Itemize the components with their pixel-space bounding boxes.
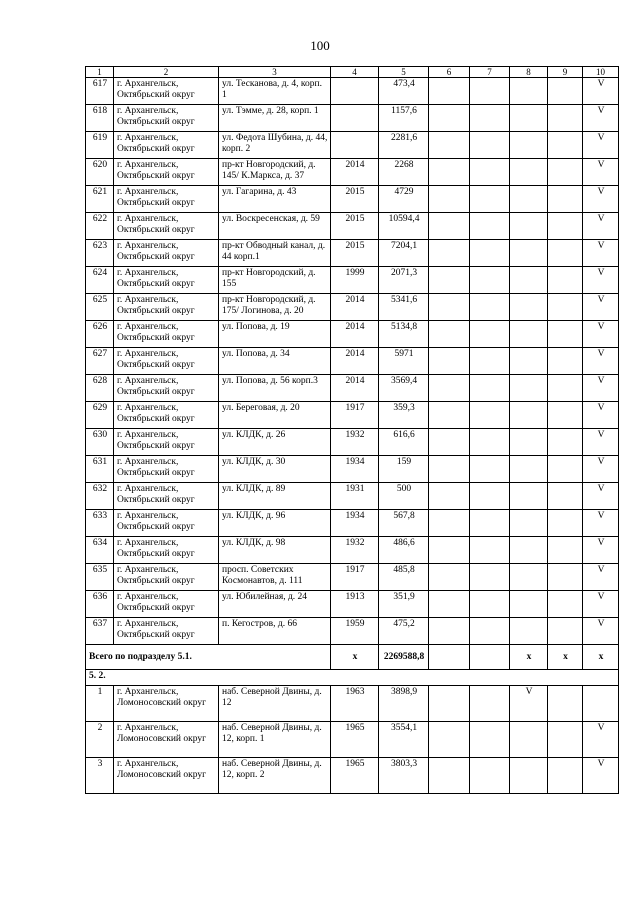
col8-mark [510,618,548,645]
location-cell: г. Архангельск, Октябрьский округ [114,456,219,483]
col9-mark [548,722,583,758]
location-cell: г. Архангельск, Октябрьский округ [114,591,219,618]
area-cell: 5341,6 [379,294,429,321]
table-row [86,105,619,132]
area-cell: 485,8 [379,564,429,591]
location-cell: г. Архангельск, Октябрьский округ [114,402,219,429]
col8-mark [510,429,548,456]
col9-mark [548,591,583,618]
row-number: 628 [86,375,114,402]
year-cell: 2015 [331,240,379,267]
area-cell: 2268 [379,159,429,186]
address-cell: ул. Юбилейная, д. 24 [219,591,331,618]
area-cell: 3898,9 [379,686,429,722]
table-row [86,429,619,456]
col8-mark [510,294,548,321]
table-row [86,294,619,321]
col8-mark [510,564,548,591]
col7-cell [470,758,510,794]
col9-mark [548,429,583,456]
col9-mark [548,564,583,591]
location-cell: г. Архангельск, Ломоносовский округ [114,758,219,794]
area-cell: 10594,4 [379,213,429,240]
row-number: 636 [86,591,114,618]
section-header-row [86,670,619,686]
col6-cell [429,240,470,267]
page-number: 100 [310,38,330,53]
year-cell: 2014 [331,159,379,186]
area-cell: 1157,6 [379,105,429,132]
subtotal-year: х [331,645,379,670]
col6-cell [429,213,470,240]
col10-mark: V [583,159,619,186]
col6-cell [429,375,470,402]
address-cell: ул. Федота Шубина, д. 44, корп. 2 [219,132,331,159]
location-cell: г. Архангельск, Октябрьский округ [114,537,219,564]
col7-cell [470,186,510,213]
row-number: 617 [86,78,114,105]
col6-cell [429,186,470,213]
year-cell: 1917 [331,402,379,429]
address-cell: ул. КЛДК, д. 30 [219,456,331,483]
table-row [86,537,619,564]
col9-mark [548,132,583,159]
col6-cell [429,321,470,348]
subtotal-c8: х [510,645,548,670]
column-number-8: 8 [510,67,548,78]
col8-mark [510,321,548,348]
col9-mark [548,537,583,564]
location-cell: г. Архангельск, Октябрьский округ [114,132,219,159]
column-number-10: 10 [583,67,619,78]
area-cell: 3554,1 [379,722,429,758]
location-cell: г. Архангельск, Октябрьский округ [114,267,219,294]
location-cell: г. Архангельск, Октябрьский округ [114,510,219,537]
col8-mark [510,186,548,213]
location-cell: г. Архангельск, Октябрьский округ [114,294,219,321]
area-cell: 351,9 [379,591,429,618]
col9-mark [548,456,583,483]
location-cell: г. Архангельск, Ломоносовский округ [114,722,219,758]
col8-mark [510,240,548,267]
row-number: 3 [86,758,114,794]
address-cell: пр-кт Новгородский, д. 155 [219,267,331,294]
col10-mark: V [583,483,619,510]
row-number: 634 [86,537,114,564]
col8-mark [510,722,548,758]
location-cell: г. Архангельск, Октябрьский округ [114,240,219,267]
address-cell: ул. Тесканова, д. 4, корп. 1 [219,78,331,105]
table-body [86,67,619,794]
column-number-6: 6 [429,67,470,78]
address-cell: наб. Северной Двины, д. 12, корп. 2 [219,758,331,794]
col6-cell [429,78,470,105]
row-number: 633 [86,510,114,537]
col8-mark [510,591,548,618]
col10-mark: V [583,294,619,321]
col10-mark: V [583,186,619,213]
col10-mark: V [583,537,619,564]
area-cell: 616,6 [379,429,429,456]
col8-mark [510,132,548,159]
col9-mark [548,78,583,105]
col9-mark [548,758,583,794]
row-number: 631 [86,456,114,483]
area-cell: 5134,8 [379,321,429,348]
location-cell: г. Архангельск, Октябрьский округ [114,105,219,132]
col10-mark: V [583,78,619,105]
col10-mark: V [583,321,619,348]
col10-mark: V [583,213,619,240]
year-cell: 1934 [331,510,379,537]
year-cell [331,132,379,159]
year-cell [331,105,379,132]
col6-cell [429,456,470,483]
year-cell: 2014 [331,375,379,402]
col8-mark [510,267,548,294]
col7-cell [470,132,510,159]
col9-mark [548,348,583,375]
col6-cell [429,564,470,591]
address-cell: пр-кт Новгородский, д. 175/ Логинова, д. 20 [219,294,331,321]
col8-mark [510,483,548,510]
table-row [86,78,619,105]
table-row [86,186,619,213]
col7-cell [470,456,510,483]
year-cell: 2014 [331,294,379,321]
location-cell: г. Архангельск, Ломоносовский округ [114,686,219,722]
table-row [86,213,619,240]
address-cell: ул. КЛДК, д. 98 [219,537,331,564]
col8-mark [510,456,548,483]
row-number: 629 [86,402,114,429]
address-cell: ул. Тэмме, д. 28, корп. 1 [219,105,331,132]
col6-cell [429,429,470,456]
year-cell: 1913 [331,591,379,618]
year-cell: 2015 [331,186,379,213]
year-cell: 1999 [331,267,379,294]
col7-cell [470,240,510,267]
table-row [86,402,619,429]
section-label: 5. 2. [86,670,619,686]
col9-mark [548,105,583,132]
address-cell: ул. Гагарина, д. 43 [219,186,331,213]
col10-mark [583,686,619,722]
col10-mark: V [583,591,619,618]
year-cell: 1965 [331,722,379,758]
subtotal-c9: х [548,645,583,670]
col7-cell [470,591,510,618]
table-row [86,483,619,510]
col7-cell [470,483,510,510]
year-cell: 1931 [331,483,379,510]
col7-cell [470,402,510,429]
col6-cell [429,348,470,375]
col8-mark [510,159,548,186]
col10-mark: V [583,348,619,375]
table-row [86,618,619,645]
location-cell: г. Архангельск, Октябрьский округ [114,375,219,402]
area-cell: 486,6 [379,537,429,564]
col7-cell [470,321,510,348]
table-row [86,591,619,618]
area-cell: 567,8 [379,510,429,537]
column-number-2: 2 [114,67,219,78]
row-number: 1 [86,686,114,722]
col10-mark: V [583,267,619,294]
address-cell: ул. Попова, д. 19 [219,321,331,348]
col6-cell [429,402,470,429]
table-row [86,758,619,794]
col7-cell [470,722,510,758]
col6-cell [429,722,470,758]
address-cell: ул. Попова, д. 56 корп.3 [219,375,331,402]
col6-cell [429,686,470,722]
col7-cell [470,537,510,564]
table-row [86,686,619,722]
subtotal-label: Всего по подразделу 5.1. [86,645,331,670]
address-cell: пр-кт Обводный канал, д. 44 корп.1 [219,240,331,267]
location-cell: г. Архангельск, Октябрьский округ [114,213,219,240]
column-number-9: 9 [548,67,583,78]
col7-cell [470,213,510,240]
table-row [86,267,619,294]
year-cell: 1934 [331,456,379,483]
row-number: 632 [86,483,114,510]
row-number: 623 [86,240,114,267]
row-number: 622 [86,213,114,240]
col8-mark: V [510,686,548,722]
col6-cell [429,510,470,537]
address-cell: ул. Береговая, д. 20 [219,402,331,429]
col10-mark: V [583,105,619,132]
col6-cell [429,483,470,510]
area-cell: 3569,4 [379,375,429,402]
subtotal-area: 2269588,8 [379,645,429,670]
col10-mark: V [583,510,619,537]
col7-cell [470,348,510,375]
area-cell: 159 [379,456,429,483]
col7-cell [470,510,510,537]
col6-cell [429,618,470,645]
col10-mark: V [583,456,619,483]
row-number: 621 [86,186,114,213]
row-number: 635 [86,564,114,591]
address-cell: наб. Северной Двины, д. 12 [219,686,331,722]
col8-mark [510,402,548,429]
table-row [86,510,619,537]
table-row [86,159,619,186]
column-number-header [86,67,619,78]
col7-cell [470,618,510,645]
year-cell: 2014 [331,321,379,348]
subtotal-c10: х [583,645,619,670]
col8-mark [510,213,548,240]
row-number: 627 [86,348,114,375]
area-cell: 4729 [379,186,429,213]
col10-mark: V [583,564,619,591]
col9-mark [548,402,583,429]
year-cell: 1917 [331,564,379,591]
row-number: 2 [86,722,114,758]
col9-mark [548,375,583,402]
col9-mark [548,186,583,213]
column-number-3: 3 [219,67,331,78]
col7-cell [470,105,510,132]
area-cell: 7204,1 [379,240,429,267]
address-cell: наб. Северной Двины, д. 12, корп. 1 [219,722,331,758]
location-cell: г. Архангельск, Октябрьский округ [114,429,219,456]
col8-mark [510,375,548,402]
location-cell: г. Архангельск, Октябрьский округ [114,348,219,375]
column-number-4: 4 [331,67,379,78]
col6-cell [429,132,470,159]
col7-cell [470,294,510,321]
location-cell: г. Архангельск, Октябрьский округ [114,78,219,105]
row-number: 630 [86,429,114,456]
table-row [86,240,619,267]
col9-mark [548,159,583,186]
year-cell: 1963 [331,686,379,722]
area-cell: 2281,6 [379,132,429,159]
col9-mark [548,483,583,510]
table-row [86,348,619,375]
address-cell: пр-кт Новгородский, д. 145/ К.Маркса, д. 37 [219,159,331,186]
table-row [86,456,619,483]
location-cell: г. Архангельск, Октябрьский округ [114,483,219,510]
row-number: 618 [86,105,114,132]
col7-cell [470,564,510,591]
subtotal-row [86,645,619,670]
column-number-7: 7 [470,67,510,78]
address-cell: ул. Воскресенская, д. 59 [219,213,331,240]
area-cell: 500 [379,483,429,510]
col10-mark: V [583,132,619,159]
table-row [86,375,619,402]
table-row [86,321,619,348]
col10-mark: V [583,618,619,645]
col8-mark [510,758,548,794]
subtotal-c6 [429,645,470,670]
year-cell [331,78,379,105]
table-row [86,132,619,159]
location-cell: г. Архангельск, Октябрьский округ [114,159,219,186]
col8-mark [510,510,548,537]
col9-mark [548,213,583,240]
row-number: 625 [86,294,114,321]
column-number-5: 5 [379,67,429,78]
row-number: 619 [86,132,114,159]
col6-cell [429,294,470,321]
location-cell: г. Архангельск, Октябрьский округ [114,321,219,348]
col10-mark: V [583,429,619,456]
year-cell: 1932 [331,537,379,564]
address-cell: просп. Советских Космонавтов, д. 111 [219,564,331,591]
col8-mark [510,537,548,564]
col7-cell [470,267,510,294]
year-cell: 1965 [331,758,379,794]
col9-mark [548,686,583,722]
row-number: 626 [86,321,114,348]
col8-mark [510,78,548,105]
year-cell: 1932 [331,429,379,456]
area-cell: 2071,3 [379,267,429,294]
row-number: 620 [86,159,114,186]
col6-cell [429,267,470,294]
row-number: 637 [86,618,114,645]
area-cell: 475,2 [379,618,429,645]
col10-mark: V [583,240,619,267]
col7-cell [470,159,510,186]
address-cell: ул. Попова, д. 34 [219,348,331,375]
address-cell: п. Кегостров, д. 66 [219,618,331,645]
col6-cell [429,758,470,794]
col10-mark: V [583,375,619,402]
col9-mark [548,618,583,645]
col6-cell [429,537,470,564]
col10-mark: V [583,722,619,758]
col9-mark [548,240,583,267]
year-cell: 2015 [331,213,379,240]
column-number-1: 1 [86,67,114,78]
year-cell: 1959 [331,618,379,645]
col9-mark [548,510,583,537]
area-cell: 5971 [379,348,429,375]
col8-mark [510,348,548,375]
address-cell: ул. КЛДК, д. 26 [219,429,331,456]
col9-mark [548,294,583,321]
address-cell: ул. КЛДК, д. 96 [219,510,331,537]
col9-mark [548,321,583,348]
registry-table [85,66,619,794]
col7-cell [470,78,510,105]
table-row [86,564,619,591]
area-cell: 473,4 [379,78,429,105]
col6-cell [429,105,470,132]
col8-mark [510,105,548,132]
location-cell: г. Архангельск, Октябрьский округ [114,618,219,645]
location-cell: г. Архангельск, Октябрьский округ [114,564,219,591]
col10-mark: V [583,758,619,794]
col6-cell [429,159,470,186]
col7-cell [470,429,510,456]
table-row [86,722,619,758]
area-cell: 359,3 [379,402,429,429]
address-cell: ул. КЛДК, д. 89 [219,483,331,510]
col6-cell [429,591,470,618]
col7-cell [470,375,510,402]
row-number: 624 [86,267,114,294]
col9-mark [548,267,583,294]
col7-cell [470,686,510,722]
location-cell: г. Архангельск, Октябрьский округ [114,186,219,213]
year-cell: 2014 [331,348,379,375]
area-cell: 3803,3 [379,758,429,794]
col10-mark: V [583,402,619,429]
subtotal-c7 [470,645,510,670]
